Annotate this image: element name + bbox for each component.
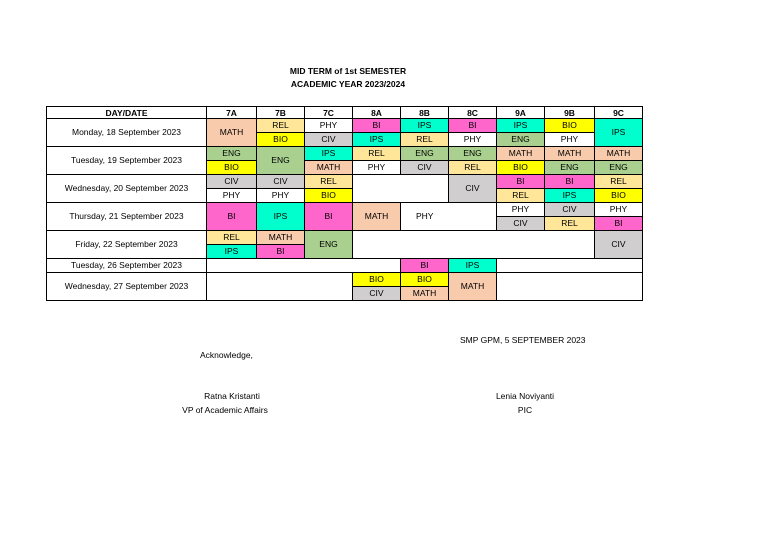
subject-cell: BIO <box>545 119 595 133</box>
subject-cell: REL <box>353 147 401 161</box>
table-row <box>47 119 643 133</box>
left-signatory-name: Ratna Kristanti <box>204 391 260 401</box>
subject-cell: MATH <box>257 231 305 245</box>
subject-cell: CIV <box>207 175 257 189</box>
subject-cell: PHY <box>401 203 449 231</box>
exam-schedule-table <box>46 106 643 301</box>
subject-cell: ENG <box>595 161 643 175</box>
subject-cell: IPS <box>257 203 305 231</box>
subject-cell: MATH <box>497 147 545 161</box>
subject-cell: IPS <box>497 119 545 133</box>
subject-cell: CIV <box>257 175 305 189</box>
subject-cell: IPS <box>401 119 449 133</box>
empty-cell <box>497 259 643 273</box>
subject-cell: PHY <box>497 203 545 217</box>
day-cell: Thursday, 21 September 2023 <box>47 203 207 231</box>
academic-year: ACADEMIC YEAR 2023/2024 <box>290 79 406 89</box>
day-cell: Wednesday, 20 September 2023 <box>47 175 207 203</box>
subject-cell: BIO <box>305 189 353 203</box>
empty-cell <box>353 231 595 259</box>
subject-cell: IPS <box>449 259 497 273</box>
subject-cell: CIV <box>305 133 353 147</box>
class-header: 9B <box>545 107 595 119</box>
subject-cell: MATH <box>595 147 643 161</box>
left-signatory-title: VP of Academic Affairs <box>182 405 268 415</box>
right-signatory-name: Lenia Noviyanti <box>495 391 555 401</box>
class-header: 9C <box>595 107 643 119</box>
subject-cell: CIV <box>353 287 401 301</box>
subject-cell: BI <box>353 119 401 133</box>
class-header: 8A <box>353 107 401 119</box>
document-title: MID TERM of 1st SEMESTER <box>289 66 407 76</box>
class-header: 7B <box>257 107 305 119</box>
subject-cell: CIV <box>595 231 643 259</box>
class-header: 7C <box>305 107 353 119</box>
day-cell: Monday, 18 September 2023 <box>47 119 207 147</box>
right-signatory-title: PIC <box>517 405 533 415</box>
day-cell: Wednesday, 27 September 2023 <box>47 273 207 301</box>
subject-cell: CIV <box>449 175 497 203</box>
place-date: SMP GPM, 5 SEPTEMBER 2023 <box>460 335 586 345</box>
table-row <box>47 273 643 287</box>
subject-cell: BI <box>401 259 449 273</box>
subject-cell: MATH <box>207 119 257 147</box>
subject-cell: BI <box>207 203 257 231</box>
class-header: 9A <box>497 107 545 119</box>
empty-cell <box>497 273 643 301</box>
subject-cell: PHY <box>305 119 353 133</box>
subject-cell: BI <box>545 175 595 189</box>
subject-cell: BIO <box>497 161 545 175</box>
subject-cell: ENG <box>497 133 545 147</box>
subject-cell: BI <box>497 175 545 189</box>
subject-cell: IPS <box>207 245 257 259</box>
empty-cell <box>449 203 497 231</box>
table-row <box>47 147 643 161</box>
subject-cell: MATH <box>353 203 401 231</box>
subject-cell: ENG <box>257 147 305 175</box>
subject-cell: IPS <box>305 147 353 161</box>
empty-cell <box>207 259 401 273</box>
subject-cell: BI <box>305 203 353 231</box>
subject-cell: BI <box>449 119 497 133</box>
day-date-header: DAY/DATE <box>47 107 207 119</box>
day-cell: Tuesday, 19 September 2023 <box>47 147 207 175</box>
subject-cell: PHY <box>353 161 401 175</box>
subject-cell: REL <box>401 133 449 147</box>
subject-cell: BIO <box>257 133 305 147</box>
subject-cell: ENG <box>401 147 449 161</box>
class-header: 8B <box>401 107 449 119</box>
subject-cell: PHY <box>257 189 305 203</box>
subject-cell: BIO <box>353 273 401 287</box>
subject-cell: MATH <box>401 287 449 301</box>
day-cell: Tuesday, 26 September 2023 <box>47 259 207 273</box>
subject-cell: CIV <box>497 217 545 231</box>
table-row <box>47 231 643 245</box>
class-header: 8C <box>449 107 497 119</box>
subject-cell: PHY <box>545 133 595 147</box>
day-cell: Friday, 22 September 2023 <box>47 231 207 259</box>
class-header: 7A <box>207 107 257 119</box>
subject-cell: CIV <box>401 161 449 175</box>
subject-cell: BI <box>595 217 643 231</box>
subject-cell: ENG <box>545 161 595 175</box>
subject-cell: PHY <box>449 133 497 147</box>
subject-cell: REL <box>257 119 305 133</box>
empty-cell <box>353 175 449 203</box>
subject-cell: REL <box>207 231 257 245</box>
subject-cell: BIO <box>595 189 643 203</box>
subject-cell: BIO <box>401 273 449 287</box>
subject-cell: MATH <box>449 273 497 301</box>
table-row <box>47 175 643 189</box>
table-row <box>47 203 643 217</box>
subject-cell: REL <box>449 161 497 175</box>
subject-cell: MATH <box>305 161 353 175</box>
subject-cell: REL <box>545 217 595 231</box>
subject-cell: MATH <box>545 147 595 161</box>
subject-cell: PHY <box>595 203 643 217</box>
subject-cell: BI <box>257 245 305 259</box>
subject-cell: BIO <box>207 161 257 175</box>
subject-cell: REL <box>497 189 545 203</box>
subject-cell: IPS <box>545 189 595 203</box>
subject-cell: ENG <box>305 231 353 259</box>
subject-cell: PHY <box>207 189 257 203</box>
subject-cell: CIV <box>545 203 595 217</box>
subject-cell: ENG <box>207 147 257 161</box>
header-row <box>47 107 643 119</box>
acknowledge-label: Acknowledge, <box>200 350 253 360</box>
subject-cell: IPS <box>353 133 401 147</box>
subject-cell: REL <box>305 175 353 189</box>
subject-cell: ENG <box>449 147 497 161</box>
empty-cell <box>207 273 353 301</box>
subject-cell: IPS <box>595 119 643 147</box>
subject-cell: REL <box>595 175 643 189</box>
